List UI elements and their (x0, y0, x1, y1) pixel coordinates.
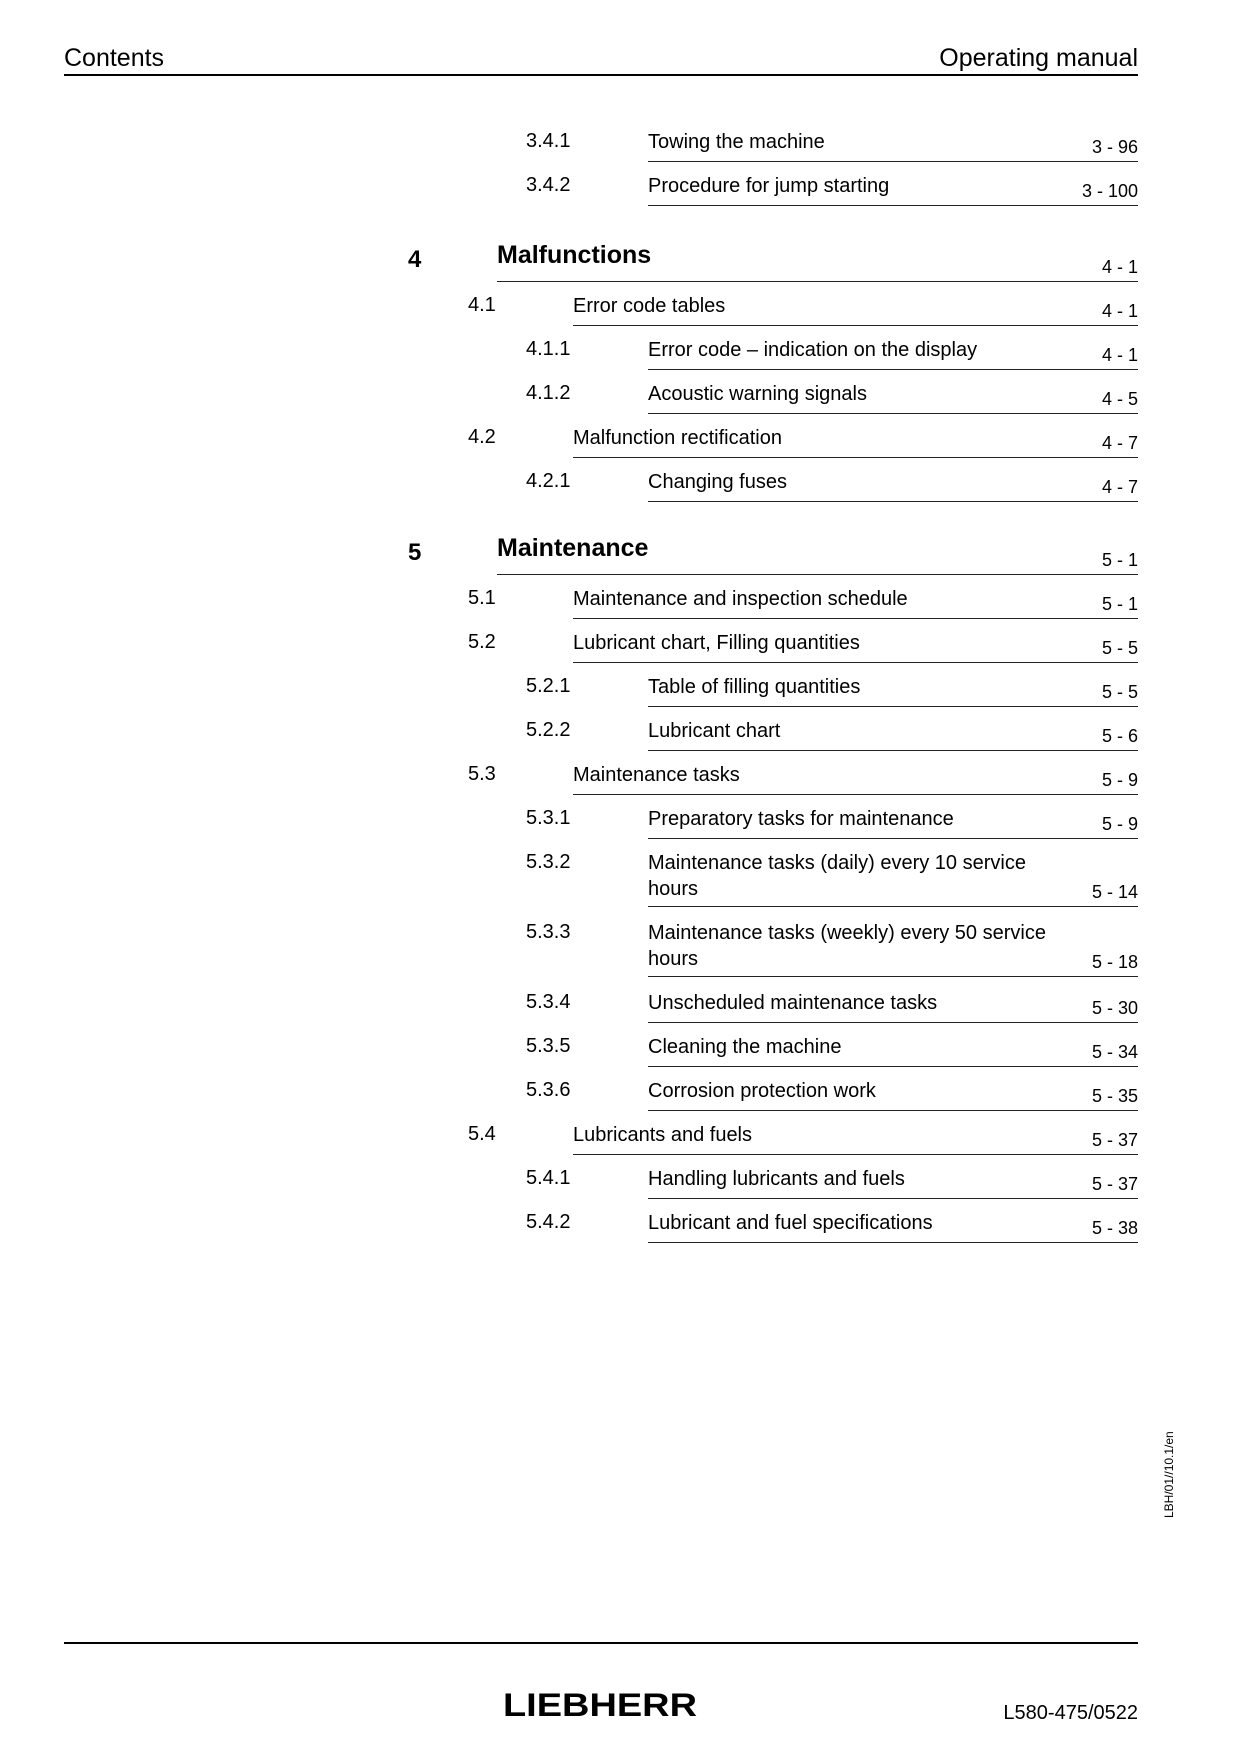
toc-entry-title-row (648, 168, 1138, 206)
toc-entry-number: 5.3.5 (526, 1035, 571, 1057)
toc-entry[interactable] (526, 1073, 1138, 1111)
toc-entry[interactable] (468, 1117, 1138, 1155)
toc-entry-number: 3.4.2 (526, 174, 571, 196)
document-number: L580-475/0522 (1003, 1702, 1138, 1724)
toc-entry-number: 4.2 (468, 426, 496, 448)
toc-entry[interactable] (468, 288, 1138, 326)
toc-entry-number: 5.3.3 (526, 921, 571, 943)
toc-entry-title: Lubricant chart, Filling quantities (573, 632, 860, 654)
toc-entry-title: Preparatory tasks for maintenance (648, 808, 954, 830)
toc-entry-title-row (573, 757, 1138, 795)
toc-entry-title-row (648, 1073, 1138, 1111)
toc-entry-title-row (648, 713, 1138, 751)
toc-entry-number: 5 (408, 539, 422, 566)
toc-entry-page: 5 - 5 (1101, 682, 1138, 702)
toc-entry-title-row (648, 332, 1138, 370)
toc-entry-title-row (573, 625, 1138, 663)
toc-entry-number: 4.1.2 (526, 382, 571, 404)
toc-entry-page: 5 - 35 (1091, 1086, 1138, 1106)
toc-entry-page: 4 - 7 (1101, 433, 1138, 453)
footer-rule (64, 1642, 1138, 1644)
toc-entry-page: 5 - 18 (1091, 952, 1138, 972)
toc-entry-title-row (573, 581, 1138, 619)
toc-entry-title: Unscheduled maintenance tasks (648, 992, 938, 1014)
toc-entry-page: 5 - 37 (1091, 1130, 1138, 1150)
toc-entry[interactable] (526, 669, 1138, 707)
toc-entry-number: 5.4.2 (526, 1211, 571, 1233)
toc-entry[interactable] (526, 845, 1138, 907)
toc-entry-page: 4 - 1 (1101, 345, 1138, 365)
toc-entry-page: 5 - 1 (1101, 550, 1138, 570)
toc-entry[interactable] (526, 1029, 1138, 1067)
toc-entry-page: 5 - 1 (1101, 594, 1138, 614)
toc-entry-title: Handling lubricants and fuels (648, 1168, 905, 1190)
toc-entry-page: 5 - 38 (1091, 1218, 1138, 1238)
toc-entry-title: Table of filling quantities (648, 676, 861, 698)
toc-entry[interactable] (468, 757, 1138, 795)
toc-entry-number: 5.3.2 (526, 851, 571, 873)
toc-entry-page: 3 - 96 (1091, 137, 1138, 157)
toc-entry-title-row (648, 124, 1138, 162)
toc-entry-page: 5 - 37 (1091, 1174, 1138, 1194)
toc-entry-title: Malfunction rectification (573, 427, 782, 449)
logo-text: LIEBHERR (503, 1690, 697, 1720)
toc-entry-number: 5.1 (468, 587, 496, 609)
toc-entry-title: Procedure for jump starting (648, 175, 890, 197)
header-manual-title: Operating manual (939, 44, 1138, 72)
toc-entry-page: 5 - 34 (1091, 1042, 1138, 1062)
toc-entry[interactable] (526, 332, 1138, 370)
toc-entry-number: 5.3.6 (526, 1079, 571, 1101)
toc-entry-number: 4.1 (468, 294, 496, 316)
toc-entry-title: Maintenance tasks (daily) every 10 service hours (648, 852, 1026, 900)
toc-entry-title-row (648, 376, 1138, 414)
toc-entry-number: 5.4.1 (526, 1167, 571, 1189)
toc-entry-title-row (648, 801, 1138, 839)
toc-entry-title: Changing fuses (648, 471, 787, 493)
toc-entry-title-row (648, 845, 1138, 907)
toc-entry-title: Maintenance (497, 534, 649, 562)
toc-entry-title: Lubricant chart (648, 720, 781, 742)
toc-entry-title: Error code tables (573, 295, 726, 317)
toc-entry[interactable] (526, 1205, 1138, 1243)
side-document-code: LBH/01//10.1/en (1162, 1431, 1176, 1518)
toc-entry-page: 5 - 9 (1101, 770, 1138, 790)
toc-entry-title-row (573, 1117, 1138, 1155)
liebherr-logo-mark (503, 1690, 697, 1720)
toc-entry[interactable] (468, 581, 1138, 619)
toc-entry-page: 3 - 100 (1081, 181, 1138, 201)
toc-entry-page: 5 - 5 (1101, 638, 1138, 658)
toc-entry[interactable] (408, 533, 1138, 575)
toc-entry[interactable] (526, 713, 1138, 751)
toc-entry-title: Malfunctions (497, 241, 652, 269)
toc-entry[interactable] (526, 168, 1138, 206)
toc-entry-page: 5 - 14 (1091, 882, 1138, 902)
toc-entry-title: Maintenance tasks (573, 764, 740, 786)
toc-entry-title: Error code – indication on the display (648, 339, 978, 361)
toc-entry-title-row (648, 1029, 1138, 1067)
toc-entry-number: 5.2.2 (526, 719, 571, 741)
toc-entry-title-row (497, 533, 1138, 575)
toc-entry-title: Acoustic warning signals (648, 383, 867, 405)
toc-entry-title-row (497, 240, 1138, 282)
toc-entry-title-row (648, 915, 1138, 977)
toc-entry-title-row (648, 464, 1138, 502)
toc-entry[interactable] (526, 985, 1138, 1023)
toc-entry-title-row (648, 669, 1138, 707)
toc-entry-number: 5.2 (468, 631, 496, 653)
liebherr-logo (503, 1690, 697, 1725)
toc-entry[interactable] (526, 124, 1138, 162)
toc-entry-title: Cleaning the machine (648, 1036, 842, 1058)
toc-entry-title: Lubricants and fuels (573, 1124, 753, 1146)
toc-entry-number: 4 (408, 246, 422, 273)
toc-entry-number: 5.3 (468, 763, 496, 785)
toc-entry[interactable] (526, 1161, 1138, 1199)
toc-entry-number: 4.1.1 (526, 338, 571, 360)
toc-entry-number: 4.2.1 (526, 470, 571, 492)
toc-entry-title-row (648, 1205, 1138, 1243)
toc-entry-number: 5.4 (468, 1123, 496, 1145)
toc-entry-title: Maintenance tasks (weekly) every 50 service hours (648, 922, 1046, 970)
toc-entry-title-row (648, 1161, 1138, 1199)
toc-entry[interactable] (468, 625, 1138, 663)
toc-entry[interactable] (526, 915, 1138, 977)
toc-entry-page: 5 - 30 (1091, 998, 1138, 1018)
toc-entry-number: 3.4.1 (526, 130, 571, 152)
toc-entry[interactable] (526, 801, 1138, 839)
toc-entry-page: 4 - 5 (1101, 389, 1138, 409)
toc-entry-title: Lubricant and fuel specifications (648, 1212, 933, 1234)
toc-entry-page: 4 - 1 (1101, 257, 1138, 277)
toc-entry-title: Corrosion protection work (648, 1080, 876, 1102)
toc-entry-number: 5.3.1 (526, 807, 571, 829)
toc-entry[interactable] (408, 240, 1138, 282)
toc-entry-page: 4 - 7 (1101, 477, 1138, 497)
toc-entry-title: Maintenance and inspection schedule (573, 588, 908, 610)
toc-entry-page: 5 - 9 (1101, 814, 1138, 834)
toc-entry-title-row (573, 420, 1138, 458)
toc-entry-title: Towing the machine (648, 131, 825, 153)
toc-entry-page: 5 - 6 (1101, 726, 1138, 746)
toc-entry-page: 4 - 1 (1101, 301, 1138, 321)
toc-entry-title-row (648, 985, 1138, 1023)
toc-entry-title-row (573, 288, 1138, 326)
toc-entry-number: 5.3.4 (526, 991, 571, 1013)
header-section-title: Contents (64, 44, 165, 72)
toc-entry-number: 5.2.1 (526, 675, 571, 697)
toc-entry[interactable] (526, 376, 1138, 414)
toc-entry[interactable] (526, 464, 1138, 502)
toc-entry[interactable] (468, 420, 1138, 458)
